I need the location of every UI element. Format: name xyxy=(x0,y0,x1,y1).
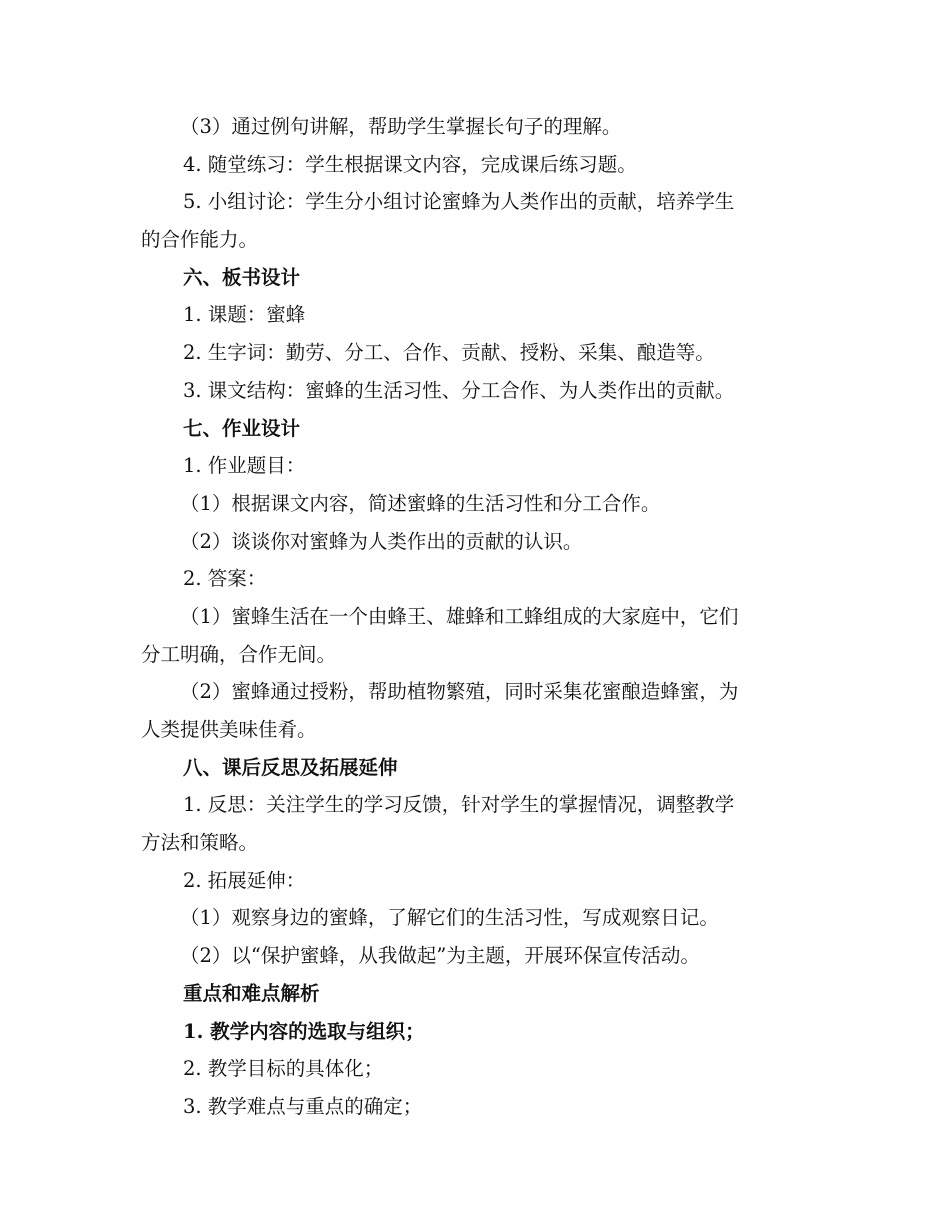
text-line: （2）蜜蜂通过授粉，帮助植物繁殖，同时采集花蜜酿造蜂蜜，为 xyxy=(180,680,739,704)
text-line: （1）根据课文内容，简述蜜蜂的生活习性和分工合作。 xyxy=(180,491,661,515)
text-line: 2. 生字词：勤劳、分工、合作、贡献、授粉、采集、酿造等。 xyxy=(183,341,715,365)
text-line: 人类提供美味佳肴。 xyxy=(141,718,317,741)
text-line: 1. 反思：关注学生的学习反馈，针对学生的掌握情况，调整教学 xyxy=(183,793,735,817)
text-line: 2. 教学目标的具体化； xyxy=(183,1057,384,1081)
text-line: （3）通过例句讲解，帮助学生掌握长句子的理解。 xyxy=(180,115,622,138)
text-line: 分工明确，合作无间。 xyxy=(141,642,337,666)
text-line: 3. 教学难点与重点的确定； xyxy=(183,1094,423,1118)
text-line: 2. 答案： xyxy=(183,567,267,591)
text-line: 4. 随堂练习：学生根据课文内容，完成课后练习题。 xyxy=(183,152,637,176)
text-line: 5. 小组讨论：学生分小组讨论蜜蜂为人类作出的贡献，培养学生 xyxy=(183,190,735,214)
text-line: （2）谈谈你对蜜蜂为人类作出的贡献的认识。 xyxy=(180,529,583,553)
text-line: （2）以“保护蜜蜂，从我做起”为主题，开展环保宣传活动。 xyxy=(180,944,700,968)
text-line: （1）蜜蜂生活在一个由蜂王、雄蜂和工蜂组成的大家庭中，它们 xyxy=(180,604,739,628)
section-heading: 重点和难点解析 xyxy=(183,981,320,1005)
text-line: 1. 作业题目： xyxy=(183,454,306,478)
text-line: 1. 课题：蜜蜂 xyxy=(183,303,306,327)
text-line: 方法和策略。 xyxy=(141,831,259,855)
section-heading: 七、作业设计 xyxy=(183,416,301,440)
text-line: 的合作能力。 xyxy=(141,228,259,252)
text-line: （1）观察身边的蜜蜂，了解它们的生活习性，写成观察日记。 xyxy=(180,906,719,930)
document-page xyxy=(141,108,809,1126)
section-heading: 八、课后反思及拓展延伸 xyxy=(183,755,398,779)
section-heading: 六、板书设计 xyxy=(183,265,301,289)
text-line: 2. 拓展延伸： xyxy=(183,868,306,892)
section-heading: 1. 教学内容的选取与组织； xyxy=(183,1019,425,1043)
text-line: 3. 课文结构：蜜蜂的生活习性、分工合作、为人类作出的贡献。 xyxy=(183,378,735,402)
